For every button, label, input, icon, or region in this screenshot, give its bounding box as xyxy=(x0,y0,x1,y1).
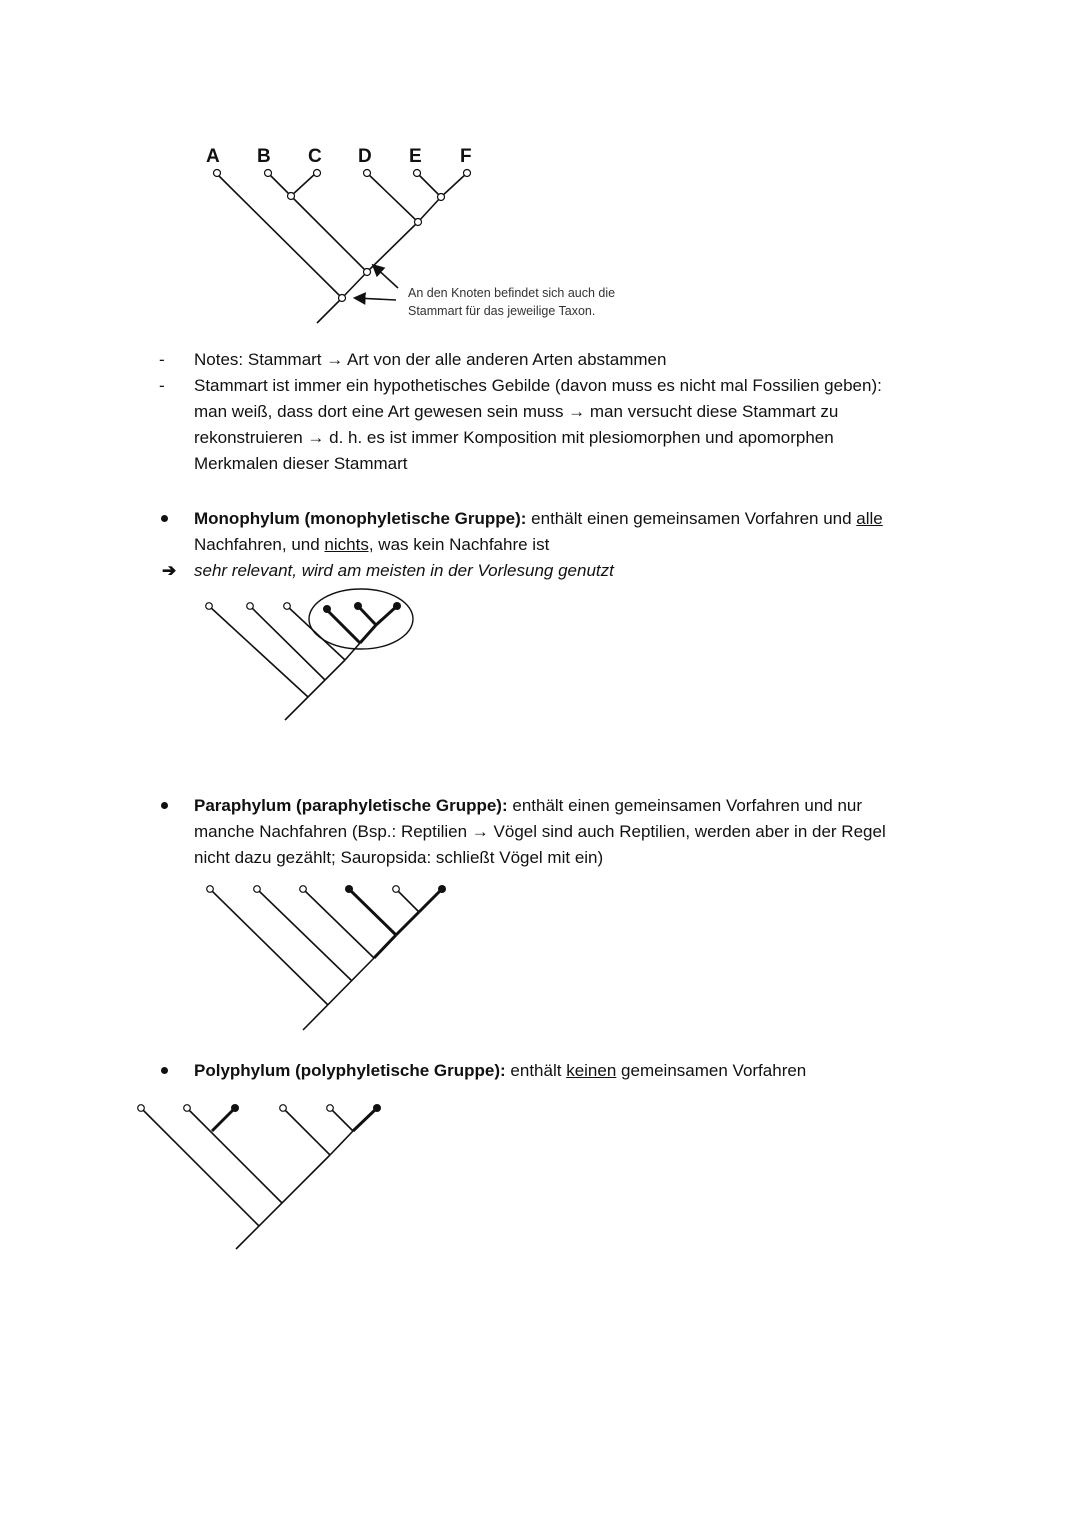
polyphylum-term: Polyphylum (polyphyletische Gruppe): xyxy=(194,1061,506,1080)
monophylum-note xyxy=(194,558,614,584)
paraphylum-definition-line-1 xyxy=(194,793,862,819)
dash-marker-2: - xyxy=(159,376,165,395)
monophylum-diagram xyxy=(206,589,413,720)
paraphylum-definition-line-3: nicht dazu gezählt; Sauropsida: schließt Vögel mit ein) xyxy=(194,848,604,867)
polyphylum-def-a: enthält xyxy=(505,1061,567,1080)
bullet-polyphylum xyxy=(161,1067,168,1074)
bullet-monophylum xyxy=(161,515,168,522)
dash-marker-1: - xyxy=(159,350,165,369)
monophylum-line2-a: Nachfahren, und xyxy=(194,535,325,554)
monophylum-def-part: enthält einen gemeinsamen Vorfahren und xyxy=(526,509,857,528)
notes-line-4: rekonstruieren → d. h. es ist immer Komposition mit plesiomorphen und apomorphen xyxy=(194,428,834,447)
taxon-label-e: E xyxy=(409,146,422,167)
monophylum-term: Monophylum (monophyletische Gruppe): xyxy=(194,509,527,528)
paraphylum-diagram xyxy=(207,885,446,1030)
notes-line-1: Notes: Stammart → Art von der alle anderen Arten abstammen xyxy=(194,350,667,369)
arrow-icon: ➔ xyxy=(162,561,177,580)
polyphylum-definition xyxy=(194,1058,806,1084)
bullet-paraphylum xyxy=(161,802,168,809)
figure-caption xyxy=(408,284,615,320)
monophylum-alle: alle xyxy=(856,509,883,528)
notes-line-5: Merkmalen dieser Stammart xyxy=(194,454,408,473)
taxon-label-f: F xyxy=(460,146,472,167)
monophylum-line2-b: was kein Nachfahre ist xyxy=(373,535,550,554)
polyphylum-def-b: gemeinsamen Vorfahren xyxy=(616,1061,807,1080)
monophylum-definition-line-2 xyxy=(194,532,549,558)
paraphylum-term: Paraphylum (paraphyletische Gruppe): xyxy=(194,796,508,815)
figure-caption-line-2: Stammart für das jeweilige Taxon. xyxy=(408,304,596,318)
taxon-label-a: A xyxy=(206,146,220,167)
notes-line-2: Stammart ist immer ein hypothetisches Gebilde (davon muss es nicht mal Fossilien geben): xyxy=(194,376,882,395)
taxon-label-c: C xyxy=(308,146,322,167)
monophylum-nichts: nichts, xyxy=(324,535,374,554)
paraphylum-definition-line-2: manche Nachfahren (Bsp.: Reptilien → Vögel sind auch Reptilien, werden aber in der Regel xyxy=(194,822,886,841)
paraphylum-def-part: enthält einen gemeinsamen Vorfahren und nur xyxy=(507,796,863,815)
taxon-label-b: B xyxy=(257,146,271,167)
notes-line-3: man weiß, dass dort eine Art gewesen sein muss → man versucht diese Stammart zu xyxy=(194,402,839,421)
monophylum-definition-line-1 xyxy=(194,506,883,532)
monophylum-note-text: sehr relevant, wird am meisten in der Vorlesung genutzt xyxy=(194,561,614,580)
taxon-label-d: D xyxy=(358,146,372,167)
polyphylum-diagram xyxy=(138,1104,381,1249)
polyphylum-keinen: keinen xyxy=(566,1061,617,1080)
figure-caption-line-1: An den Knoten befindet sich auch die xyxy=(408,286,616,300)
